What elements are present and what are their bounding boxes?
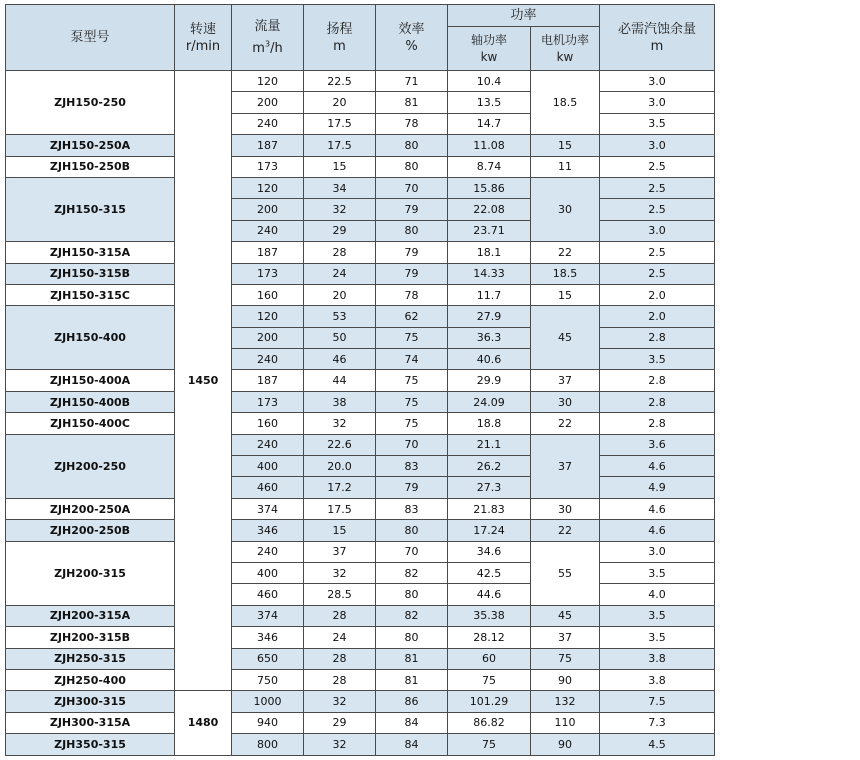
header-npshr: 必需汽蚀余量 m	[600, 5, 715, 71]
efficiency-cell: 80	[376, 156, 448, 177]
flow-cell: 940	[232, 712, 304, 733]
npshr-cell: 2.0	[600, 284, 715, 305]
efficiency-cell: 83	[376, 498, 448, 519]
shaft-power-cell: 11.08	[448, 135, 531, 156]
table-row	[6, 391, 715, 412]
npshr-cell: 3.8	[600, 648, 715, 669]
shaft-power-cell: 14.33	[448, 263, 531, 284]
npshr-cell: 3.0	[600, 541, 715, 562]
model-name-cell: ZJH150-400	[6, 306, 175, 370]
head-cell: 28.5	[304, 584, 376, 605]
motor-power-cell: 37	[531, 370, 600, 391]
header-model: 泵型号	[6, 5, 175, 71]
efficiency-cell: 79	[376, 477, 448, 498]
npshr-cell: 2.8	[600, 391, 715, 412]
model-name-cell: ZJH200-315	[6, 541, 175, 605]
motor-power-cell: 75	[531, 648, 600, 669]
table-body	[6, 71, 715, 756]
npshr-cell: 3.8	[600, 669, 715, 690]
npshr-cell: 2.5	[600, 156, 715, 177]
model-name-cell: ZJH150-250	[6, 71, 175, 135]
head-cell: 20	[304, 92, 376, 113]
table-row	[6, 627, 715, 648]
head-cell: 38	[304, 391, 376, 412]
head-cell: 17.5	[304, 113, 376, 134]
flow-cell: 200	[232, 92, 304, 113]
shaft-power-cell: 75	[448, 669, 531, 690]
npshr-cell: 7.5	[600, 691, 715, 712]
flow-cell: 460	[232, 477, 304, 498]
shaft-power-cell: 21.83	[448, 498, 531, 519]
header-shaft-power-unit: kw	[480, 49, 498, 64]
flow-cell: 400	[232, 562, 304, 583]
flow-cell: 200	[232, 327, 304, 348]
head-cell: 15	[304, 156, 376, 177]
model-name-cell: ZJH150-315	[6, 177, 175, 241]
head-cell: 34	[304, 177, 376, 198]
motor-power-cell: 18.5	[531, 71, 600, 135]
header-speed: 转速 r/min	[175, 5, 232, 71]
table-row	[6, 648, 715, 669]
efficiency-cell: 78	[376, 284, 448, 305]
npshr-cell: 2.8	[600, 413, 715, 434]
flow-cell: 173	[232, 156, 304, 177]
shaft-power-cell: 21.1	[448, 434, 531, 455]
efficiency-cell: 80	[376, 584, 448, 605]
flow-cell: 346	[232, 627, 304, 648]
head-cell: 29	[304, 220, 376, 241]
efficiency-cell: 82	[376, 562, 448, 583]
table-row	[6, 177, 715, 198]
efficiency-cell: 80	[376, 220, 448, 241]
header-power: 功率	[448, 5, 600, 27]
npshr-cell: 3.5	[600, 627, 715, 648]
efficiency-cell: 81	[376, 92, 448, 113]
efficiency-cell: 83	[376, 456, 448, 477]
motor-power-cell: 37	[531, 434, 600, 498]
efficiency-cell: 70	[376, 541, 448, 562]
npshr-cell: 2.5	[600, 177, 715, 198]
model-name-cell: ZJH200-250B	[6, 520, 175, 541]
flow-cell: 120	[232, 177, 304, 198]
table-row	[6, 135, 715, 156]
motor-power-cell: 90	[531, 669, 600, 690]
efficiency-cell: 75	[376, 413, 448, 434]
efficiency-cell: 79	[376, 263, 448, 284]
model-name-cell: ZJH300-315A	[6, 712, 175, 733]
shaft-power-cell: 24.09	[448, 391, 531, 412]
shaft-power-cell: 23.71	[448, 220, 531, 241]
header-efficiency: 效率 %	[376, 5, 448, 71]
table-row	[6, 434, 715, 455]
table-row	[6, 156, 715, 177]
table-row	[6, 242, 715, 263]
motor-power-cell: 45	[531, 605, 600, 626]
motor-power-cell: 30	[531, 177, 600, 241]
npshr-cell: 7.3	[600, 712, 715, 733]
motor-power-cell: 11	[531, 156, 600, 177]
flow-cell: 650	[232, 648, 304, 669]
flow-cell: 187	[232, 242, 304, 263]
head-cell: 32	[304, 734, 376, 755]
model-name-cell: ZJH150-250B	[6, 156, 175, 177]
table-row	[6, 520, 715, 541]
head-cell: 53	[304, 306, 376, 327]
efficiency-cell: 80	[376, 520, 448, 541]
npshr-cell: 3.0	[600, 92, 715, 113]
npshr-cell: 3.6	[600, 434, 715, 455]
motor-power-cell: 90	[531, 734, 600, 755]
model-name-cell: ZJH150-400C	[6, 413, 175, 434]
efficiency-cell: 81	[376, 648, 448, 669]
npshr-cell: 3.5	[600, 113, 715, 134]
speed-cell: 1450	[175, 71, 232, 691]
flow-cell: 240	[232, 349, 304, 370]
shaft-power-cell: 11.7	[448, 284, 531, 305]
table-row	[6, 691, 715, 712]
head-cell: 17.2	[304, 477, 376, 498]
model-name-cell: ZJH150-315B	[6, 263, 175, 284]
flow-cell: 173	[232, 391, 304, 412]
shaft-power-cell: 29.9	[448, 370, 531, 391]
head-cell: 44	[304, 370, 376, 391]
flow-cell: 120	[232, 71, 304, 92]
shaft-power-cell: 22.08	[448, 199, 531, 220]
flow-cell: 187	[232, 370, 304, 391]
table-row	[6, 605, 715, 626]
motor-power-cell: 132	[531, 691, 600, 712]
flow-cell: 240	[232, 113, 304, 134]
efficiency-cell: 81	[376, 669, 448, 690]
motor-power-cell: 30	[531, 391, 600, 412]
header-npshr-unit: m	[650, 38, 664, 54]
model-name-cell: ZJH250-315	[6, 648, 175, 669]
shaft-power-cell: 10.4	[448, 71, 531, 92]
flow-cell: 160	[232, 284, 304, 305]
shaft-power-cell: 86.82	[448, 712, 531, 733]
npshr-cell: 2.0	[600, 306, 715, 327]
shaft-power-cell: 8.74	[448, 156, 531, 177]
flow-cell: 173	[232, 263, 304, 284]
shaft-power-cell: 34.6	[448, 541, 531, 562]
flow-cell: 240	[232, 220, 304, 241]
head-cell: 17.5	[304, 498, 376, 519]
npshr-cell: 2.8	[600, 327, 715, 348]
efficiency-cell: 74	[376, 349, 448, 370]
motor-power-cell: 22	[531, 520, 600, 541]
npshr-cell: 4.6	[600, 456, 715, 477]
shaft-power-cell: 18.1	[448, 242, 531, 263]
flow-cell: 460	[232, 584, 304, 605]
header-speed-unit: r/min	[185, 38, 221, 54]
flow-cell: 750	[232, 669, 304, 690]
table-row	[6, 71, 715, 92]
model-name-cell: ZJH150-315C	[6, 284, 175, 305]
efficiency-cell: 84	[376, 734, 448, 755]
flow-cell: 374	[232, 498, 304, 519]
model-name-cell: ZJH250-400	[6, 669, 175, 690]
npshr-cell: 3.5	[600, 349, 715, 370]
model-name-cell: ZJH350-315	[6, 734, 175, 755]
motor-power-cell: 22	[531, 242, 600, 263]
header-flow-unit: $m^3/h$	[252, 39, 283, 56]
model-name-cell: ZJH150-250A	[6, 135, 175, 156]
efficiency-cell: 78	[376, 113, 448, 134]
head-cell: 46	[304, 349, 376, 370]
shaft-power-cell: 75	[448, 734, 531, 755]
shaft-power-cell: 27.3	[448, 477, 531, 498]
flow-cell: 187	[232, 135, 304, 156]
efficiency-cell: 86	[376, 691, 448, 712]
efficiency-cell: 71	[376, 71, 448, 92]
model-name-cell: ZJH200-315B	[6, 627, 175, 648]
efficiency-cell: 70	[376, 434, 448, 455]
motor-power-cell: 45	[531, 306, 600, 370]
npshr-cell: 4.6	[600, 498, 715, 519]
npshr-cell: 4.5	[600, 734, 715, 755]
model-name-cell: ZJH150-400B	[6, 391, 175, 412]
head-cell: 22.5	[304, 71, 376, 92]
head-cell: 20	[304, 284, 376, 305]
model-name-cell: ZJH200-250	[6, 434, 175, 498]
shaft-power-cell: 13.5	[448, 92, 531, 113]
shaft-power-cell: 15.86	[448, 177, 531, 198]
efficiency-cell: 82	[376, 605, 448, 626]
efficiency-cell: 62	[376, 306, 448, 327]
efficiency-cell: 75	[376, 391, 448, 412]
table-row	[6, 541, 715, 562]
npshr-cell: 3.0	[600, 220, 715, 241]
shaft-power-cell: 18.8	[448, 413, 531, 434]
head-cell: 28	[304, 605, 376, 626]
table-row	[6, 669, 715, 690]
header-head-unit: m	[333, 38, 346, 54]
head-cell: 24	[304, 263, 376, 284]
efficiency-cell: 75	[376, 370, 448, 391]
table-row	[6, 263, 715, 284]
flow-cell: 374	[232, 605, 304, 626]
model-name-cell: ZJH200-250A	[6, 498, 175, 519]
shaft-power-cell: 28.12	[448, 627, 531, 648]
npshr-cell: 2.5	[600, 199, 715, 220]
efficiency-cell: 79	[376, 242, 448, 263]
shaft-power-cell: 42.5	[448, 562, 531, 583]
speed-cell: 1480	[175, 691, 232, 755]
npshr-cell: 3.0	[600, 71, 715, 92]
efficiency-cell: 84	[376, 712, 448, 733]
head-cell: 50	[304, 327, 376, 348]
motor-power-cell: 55	[531, 541, 600, 605]
efficiency-cell: 79	[376, 199, 448, 220]
shaft-power-cell: 14.7	[448, 113, 531, 134]
head-cell: 29	[304, 712, 376, 733]
flow-cell: 240	[232, 434, 304, 455]
flow-cell: 200	[232, 199, 304, 220]
motor-power-cell: 37	[531, 627, 600, 648]
header-shaft-power: 轴功率 kw	[448, 27, 531, 71]
header-head: 扬程 m	[304, 5, 376, 71]
head-cell: 15	[304, 520, 376, 541]
table-row	[6, 734, 715, 755]
motor-power-cell: 22	[531, 413, 600, 434]
flow-cell: 346	[232, 520, 304, 541]
head-cell: 32	[304, 199, 376, 220]
head-cell: 17.5	[304, 135, 376, 156]
model-name-cell: ZJH150-400A	[6, 370, 175, 391]
head-cell: 32	[304, 562, 376, 583]
head-cell: 32	[304, 691, 376, 712]
head-cell: 20.0	[304, 456, 376, 477]
flow-cell: 800	[232, 734, 304, 755]
shaft-power-cell: 44.6	[448, 584, 531, 605]
npshr-cell: 3.5	[600, 562, 715, 583]
head-cell: 28	[304, 242, 376, 263]
npshr-cell: 2.5	[600, 263, 715, 284]
table-row	[6, 284, 715, 305]
flow-cell: 400	[232, 456, 304, 477]
motor-power-cell: 30	[531, 498, 600, 519]
head-cell: 28	[304, 648, 376, 669]
shaft-power-cell: 36.3	[448, 327, 531, 348]
npshr-cell: 4.9	[600, 477, 715, 498]
efficiency-cell: 80	[376, 627, 448, 648]
npshr-cell: 3.5	[600, 605, 715, 626]
head-cell: 28	[304, 669, 376, 690]
flow-cell: 120	[232, 306, 304, 327]
header-motor-power: 电机功率 kw	[531, 27, 600, 71]
table-row	[6, 498, 715, 519]
head-cell: 32	[304, 413, 376, 434]
shaft-power-cell: 26.2	[448, 456, 531, 477]
efficiency-cell: 75	[376, 327, 448, 348]
npshr-cell: 4.0	[600, 584, 715, 605]
head-cell: 22.6	[304, 434, 376, 455]
flow-cell: 1000	[232, 691, 304, 712]
header-flow: 流量 $m^3/h$	[232, 5, 304, 71]
table-header	[6, 5, 715, 71]
flow-cell: 160	[232, 413, 304, 434]
efficiency-cell: 70	[376, 177, 448, 198]
shaft-power-cell: 101.29	[448, 691, 531, 712]
table-row	[6, 413, 715, 434]
npshr-cell: 4.6	[600, 520, 715, 541]
npshr-cell: 2.5	[600, 242, 715, 263]
head-cell: 24	[304, 627, 376, 648]
header-motor-power-unit: kw	[556, 49, 574, 64]
pump-performance-table	[5, 4, 715, 756]
header-efficiency-unit: %	[405, 38, 418, 54]
motor-power-cell: 110	[531, 712, 600, 733]
shaft-power-cell: 17.24	[448, 520, 531, 541]
table-row	[6, 306, 715, 327]
shaft-power-cell: 27.9	[448, 306, 531, 327]
npshr-cell: 2.8	[600, 370, 715, 391]
shaft-power-cell: 40.6	[448, 349, 531, 370]
table-row	[6, 370, 715, 391]
table-row	[6, 712, 715, 733]
motor-power-cell: 15	[531, 284, 600, 305]
shaft-power-cell: 60	[448, 648, 531, 669]
efficiency-cell: 80	[376, 135, 448, 156]
npshr-cell: 3.0	[600, 135, 715, 156]
model-name-cell: ZJH150-315A	[6, 242, 175, 263]
model-name-cell: ZJH200-315A	[6, 605, 175, 626]
head-cell: 37	[304, 541, 376, 562]
motor-power-cell: 18.5	[531, 263, 600, 284]
model-name-cell: ZJH300-315	[6, 691, 175, 712]
motor-power-cell: 15	[531, 135, 600, 156]
flow-cell: 240	[232, 541, 304, 562]
shaft-power-cell: 35.38	[448, 605, 531, 626]
